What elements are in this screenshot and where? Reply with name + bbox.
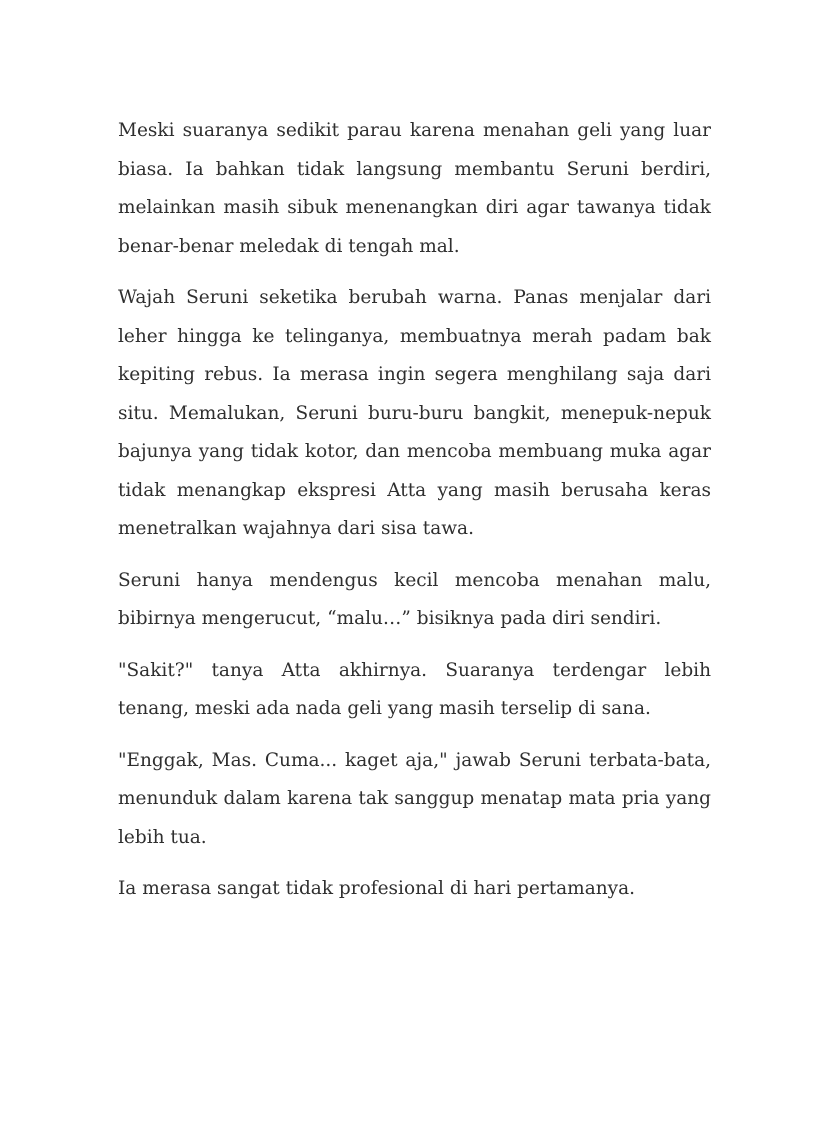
document-body	[118, 112, 711, 922]
paragraph-2: Wajah Seruni seketika berubah warna. Panas menjalar dari leher hingga ke telinganya, membuatnya merah padam bak kepiting rebus. Ia merasa ingin segera menghilang saja dari situ. Memalukan, Seruni buru-buru bangkit, menepuk-nepuk bajunya yang tidak kotor, dan mencoba membuang muka agar tidak menangkap ekspresi Atta yang masih berusaha keras menetralkan wajahnya dari sisa tawa.	[118, 287, 711, 539]
paragraph-4: "Sakit?" tanya Atta akhirnya. Suaranya terdengar lebih tenang, meski ada nada geli yang masih terselip di sana.	[118, 659, 711, 719]
paragraph-5: "Enggak, Mas. Cuma... kaget aja," jawab Seruni terbata-bata, menunduk dalam karena tak sanggup menatap mata pria yang lebih tua.	[118, 749, 711, 848]
paragraph-3: Seruni hanya mendengus kecil mencoba menahan malu, bibirnya mengerucut, “malu…” bisiknya pada diri sendiri.	[118, 569, 711, 629]
paragraph-1: Meski suaranya sedikit parau karena menahan geli yang luar biasa. Ia bahkan tidak langsung membantu Seruni berdiri, melainkan masih sibuk menenangkan diri agar tawanya tidak benar-benar meledak di tengah mal.	[118, 120, 711, 257]
paragraph-6: Ia merasa sangat tidak profesional di hari pertamanya.	[118, 878, 636, 899]
